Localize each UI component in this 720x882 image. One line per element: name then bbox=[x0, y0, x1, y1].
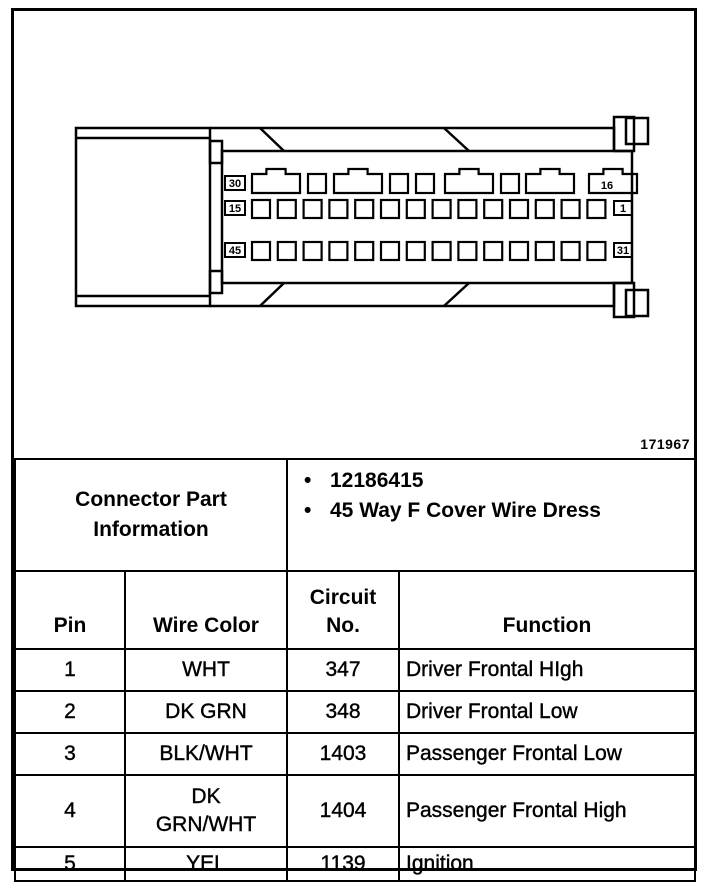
pin-cavity bbox=[433, 242, 451, 260]
cell-circuit: 347 bbox=[287, 649, 399, 691]
table-row bbox=[15, 847, 695, 881]
part-number: • 12186415 bbox=[304, 469, 424, 492]
part-info-label-line2: Information bbox=[93, 518, 209, 541]
pin-cavity bbox=[407, 200, 425, 218]
header-function: Function bbox=[399, 571, 695, 649]
cell-wire-color: WHT bbox=[125, 649, 287, 691]
document-frame bbox=[11, 8, 697, 875]
table-row bbox=[15, 775, 695, 847]
table-row bbox=[15, 649, 695, 691]
pin-cavity bbox=[381, 200, 399, 218]
cell-circuit: 348 bbox=[287, 691, 399, 733]
pin-cavity bbox=[484, 242, 502, 260]
pin-cavity bbox=[458, 242, 476, 260]
pin-cavity bbox=[510, 242, 528, 260]
pin-label-15: 15 bbox=[228, 203, 242, 215]
pin-cavity bbox=[458, 200, 476, 218]
connector-diagram bbox=[14, 11, 694, 458]
pin-label-1: 1 bbox=[619, 203, 627, 215]
cell-function: Driver Frontal HIgh bbox=[399, 649, 695, 691]
part-info-label bbox=[15, 459, 287, 571]
cell-wire-color: DK GRN bbox=[125, 691, 287, 733]
cell-pin: 5 bbox=[15, 847, 125, 881]
pin-cavity bbox=[562, 242, 580, 260]
table-row bbox=[15, 691, 695, 733]
cell-function: Ignition bbox=[399, 847, 695, 881]
pin-cavity bbox=[510, 200, 528, 218]
pin-cavity-keyed bbox=[334, 169, 382, 193]
pin-cavity bbox=[381, 242, 399, 260]
part-info-values bbox=[287, 459, 695, 571]
cell-function: Passenger Frontal High bbox=[399, 775, 695, 847]
pin-label-31: 31 bbox=[616, 245, 630, 257]
pin-label-16: 16 bbox=[600, 180, 614, 192]
pin-cavity bbox=[416, 174, 434, 193]
cell-pin: 1 bbox=[15, 649, 125, 691]
cell-pin: 2 bbox=[15, 691, 125, 733]
pin-cavity bbox=[304, 200, 322, 218]
pin-cavity bbox=[252, 200, 270, 218]
pin-cavity-keyed bbox=[445, 169, 493, 193]
pin-cavity bbox=[390, 174, 408, 193]
pin-cavity bbox=[278, 242, 296, 260]
pin-cavity-keyed bbox=[526, 169, 574, 193]
table-row bbox=[15, 733, 695, 775]
cell-pin: 3 bbox=[15, 733, 125, 775]
cell-wire-color: YEL bbox=[125, 847, 287, 881]
pin-cavity-keyed bbox=[252, 169, 300, 193]
pin-cavity bbox=[278, 200, 296, 218]
cell-circuit: 1139 bbox=[287, 847, 399, 881]
cell-function: Driver Frontal Low bbox=[399, 691, 695, 733]
pin-cavity bbox=[304, 242, 322, 260]
cell-function: Passenger Frontal Low bbox=[399, 733, 695, 775]
pin-cavity bbox=[308, 174, 326, 193]
pin-cavity bbox=[252, 242, 270, 260]
header-wire-color: Wire Color bbox=[125, 571, 287, 649]
pin-cavity bbox=[484, 200, 502, 218]
header-pin: Pin bbox=[15, 571, 125, 649]
part-info-label-line1: Connector Part bbox=[75, 488, 227, 511]
cell-pin: 4 bbox=[15, 775, 125, 847]
pin-cavity bbox=[329, 242, 347, 260]
pin-cavity bbox=[433, 200, 451, 218]
pin-cavity bbox=[536, 200, 554, 218]
cell-wire-color: BLK/WHT bbox=[125, 733, 287, 775]
header-circuit: Circuit No. bbox=[287, 571, 399, 649]
pin-cavity bbox=[355, 242, 373, 260]
pin-cavity bbox=[407, 242, 425, 260]
cell-circuit: 1404 bbox=[287, 775, 399, 847]
pin-cavity bbox=[562, 200, 580, 218]
pin-cavity bbox=[587, 200, 605, 218]
part-description: • 45 Way F Cover Wire Dress bbox=[304, 499, 601, 522]
pin-label-30: 30 bbox=[228, 178, 242, 190]
figure-id: 171967 bbox=[640, 436, 690, 452]
connector-table bbox=[14, 458, 696, 882]
connector-cover bbox=[76, 128, 210, 306]
pin-cavity bbox=[536, 242, 554, 260]
pin-cavity bbox=[587, 242, 605, 260]
cell-circuit: 1403 bbox=[287, 733, 399, 775]
connector-drawing bbox=[14, 11, 694, 458]
pin-cavity bbox=[329, 200, 347, 218]
cell-wire-color: DK GRN/WHT bbox=[125, 775, 287, 847]
pin-cavity bbox=[355, 200, 373, 218]
pin-label-45: 45 bbox=[228, 245, 242, 257]
pin-cavity bbox=[501, 174, 519, 193]
